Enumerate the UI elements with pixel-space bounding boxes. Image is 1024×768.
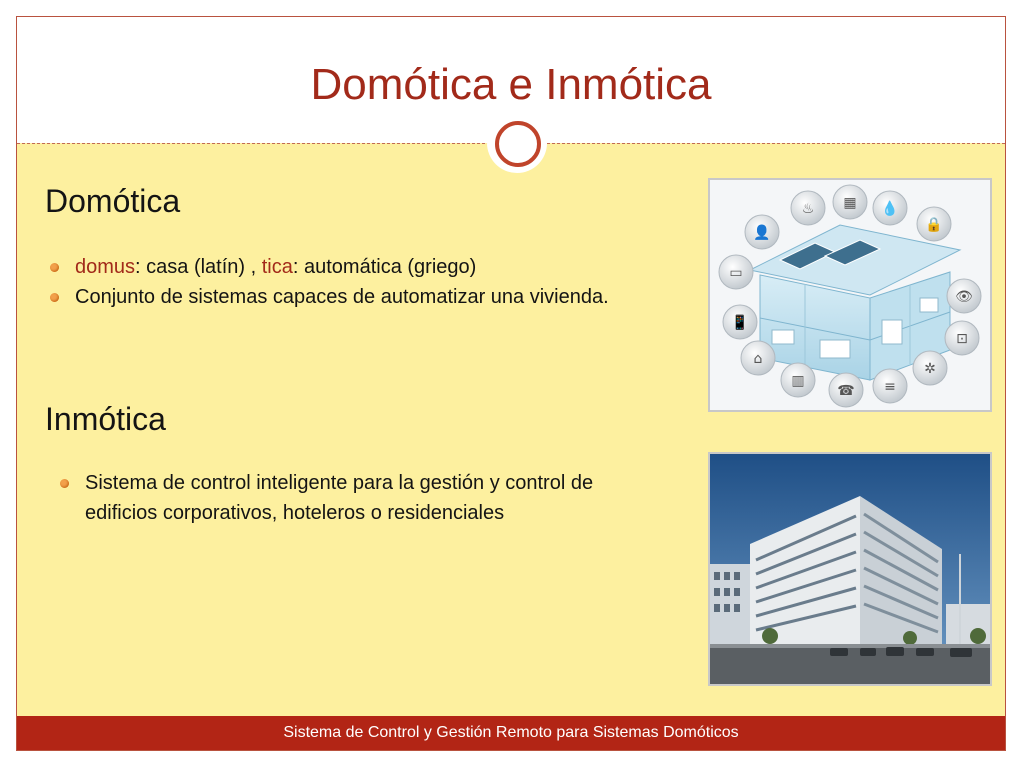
svg-text:🔒: 🔒 (925, 217, 943, 233)
inmotica-heading: Inmótica (45, 401, 166, 437)
def-domus: : casa (latín) , (135, 256, 262, 278)
svg-text:⌂: ⌂ (753, 351, 763, 367)
inmotica-definition: Sistema de control inteligente para la gestión y control de edificios corporativos, hoteleros o residenciales (85, 472, 594, 524)
smart-home-diagram (708, 178, 992, 412)
office-building-photo (708, 452, 992, 686)
list-item (47, 252, 667, 282)
svg-text:☎: ☎ (837, 383, 855, 399)
term-domus: domus (75, 256, 136, 278)
svg-text:👁: 👁 (955, 289, 973, 305)
smart-home-illustration (710, 180, 990, 410)
inmotica-list (57, 468, 617, 528)
term-tica: tica (261, 256, 293, 278)
svg-text:💧: 💧 (881, 201, 899, 217)
svg-text:▥: ▥ (791, 373, 805, 389)
svg-text:⊡: ⊡ (956, 331, 968, 347)
list-item (57, 468, 617, 528)
divider-ring-icon (495, 121, 541, 167)
svg-text:▭: ▭ (729, 265, 743, 281)
def-tica: : automática (griego) (292, 256, 477, 278)
slide-frame (16, 16, 1006, 751)
svg-text:▦: ▦ (843, 195, 857, 211)
slide-title: Domótica e Inmótica (310, 60, 712, 109)
domotica-definition: Conjunto de sistemas capaces de automatizar una vivienda. (75, 286, 609, 308)
svg-text:♨: ♨ (801, 201, 815, 217)
svg-text:≡: ≡ (884, 379, 896, 395)
svg-text:👤: 👤 (753, 225, 771, 241)
svg-text:📱: 📱 (731, 315, 749, 331)
domotica-list (47, 252, 667, 312)
office-building-illustration (710, 454, 990, 684)
list-item (47, 282, 667, 312)
slide-footer: Sistema de Control y Gestión Remoto para Sistemas Domóticos (17, 716, 1005, 750)
domotica-heading: Domótica (45, 183, 181, 219)
svg-text:✲: ✲ (924, 361, 936, 377)
